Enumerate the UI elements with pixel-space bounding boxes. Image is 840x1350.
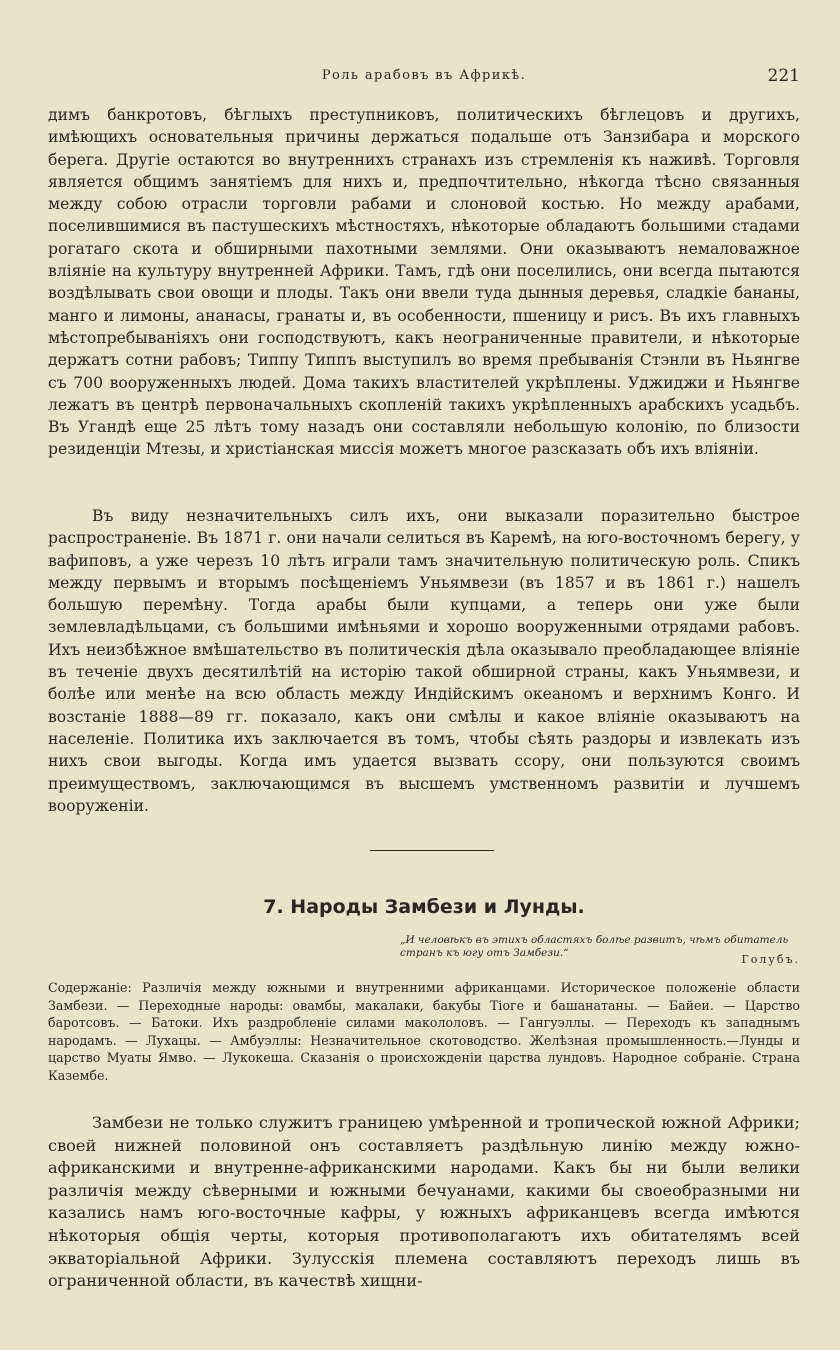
page-header	[48, 68, 800, 92]
running-title: Роль арабовъ въ Африкѣ.	[321, 68, 527, 83]
section-divider	[370, 850, 494, 851]
body-paragraph-3: Замбези не только служитъ границею умѣренной и тропической южной Африки; своей нижней половиной онъ составляетъ раздѣльную линію между южно-африканскими и внутренне-африканскими народами. Какъ бы ни были велики различія между сѣверными и южными бечуанами, какими бы своеобразными ни казались намъ юго-восточные кафры, у южныхъ африканцевъ всегда имѣются нѣкоторыя общія черты, которыя противополагаютъ ихъ обитателямъ всей экваторіальной Африки. Зулусскія племена составляютъ переходъ лишь въ ограниченной области, въ качествѣ хищни-	[48, 1113, 800, 1291]
page-number: 221	[767, 66, 800, 86]
body-paragraph-1: димъ банкротовъ, бѣглыхъ преступниковъ, политическихъ бѣглецовъ и другихъ, имѣющихъ основательныя причины держаться подальше отъ Занзибара и морского берега. Другіе остаются во внутреннихъ странахъ изъ стремленія къ наживѣ. Торговля является общимъ занятіемъ для нихъ и, предпочтительно, нѣкогда тѣсно связанныя между собою отрасли торговли рабами и слоновой костью. Но между арабами, поселившимися въ пастушескихъ мѣстностяхъ, нѣкоторые обладаютъ большими стадами рогатаго скота и обширными пахотными землями. Они оказываютъ немаловажное вліяніе на культуру внутренней Африки. Тамъ, гдѣ они поселились, они всегда пытаются воздѣлывать свои овощи и плоды. Такъ они ввели туда дынныя деревья, сладкіе бананы, манго и лимоны, ананасы, гранаты и, въ особенности, пшеницу и рисъ. Въ ихъ главныхъ мѣстопребываніяхъ они господствуютъ, какъ неограниченные правители, и нѣкоторые держатъ сотни рабовъ; Типпу Типпъ выступилъ во время пребыванія Стэнли въ Ньянгве съ 700 вооруженныхъ людей. Дома такихъ властителей укрѣплены. Уджиджи и Ньянгве лежатъ въ центрѣ первоначальныхъ скопленій такихъ укрѣпленныхъ арабскихъ усадьбъ. Въ Угандѣ еще 25 лѣтъ тому назадъ они составляли небольшую колонію, по близости резиденціи Мтезы, и христіанская миссія можетъ многое разсказать объ ихъ вліяніи.	[48, 106, 800, 459]
body-paragraph-2: Въ виду незначительныхъ силъ ихъ, они выказали поразительно быстрое распространеніе. Въ 1871 г. они начали селиться въ Каремѣ, на юго-восточномъ берегу, у вафиповъ, а уже черезъ 10 лѣтъ играли тамъ значительную политическую роль. Спикъ между первымъ и вторымъ посѣщеніемъ Уньямвези (въ 1857 и въ 1861 г.) нашелъ большую перемѣну. Тогда арабы были купцами, а теперь они уже были землевладѣльцами, съ большими имѣньями и хорошо вооруженными отрядами рабовъ. Ихъ неизбѣжное вмѣшательство въ политическія дѣла оказывало преобладающее вліяніе въ теченіе двухъ десятилѣтій на исторію такой обширной страны, какъ Уньямвези, и болѣе или менѣе на всю область между Индійскимъ океаномъ и верхнимъ Конго. И возстаніе 1888—89 гг. показало, какъ они смѣлы и какое вліяніе оказываютъ на населеніе. Политика ихъ заключается въ томъ, чтобы сѣять раздоры и извлекать изъ нихъ свои выгоды. Когда имъ удается вызвать ссору, они пользуются своимъ преимуществомъ, заключающимся въ высшемъ умственномъ развитіи и лучшемъ вооруженіи.	[48, 507, 800, 815]
section-title: 7. Народы Замбези и Лунды.	[263, 896, 585, 918]
epigraph: „И человѣкъ въ этихъ областяхъ болѣе развитъ, чѣмъ обитатель странъ къ югу отъ Замбези.“	[400, 934, 789, 959]
section-summary: Содержаніе: Различія между южными и внутренними африканцами. Историческое положеніе области Замбези. — Переходные народы: овамбы, макалаки, бакубы Тіоге и башанатаны. — Байеи. — Царство баротсовъ. — Батоки. Ихъ раздробленіе силами макололовъ. — Гангуэллы. — Переходъ къ западнымъ народамъ. — Лухацы. — Амбуэллы: Незначительное скотоводство. Желѣзная промышленность.—Лунды и царство Муаты Ямво. — Лукокеша. Сказанія о происхожденіи царства лундовъ. Народное собраніе. Страна Казембе.	[48, 980, 800, 1083]
epigraph-author: Голубъ.	[741, 953, 800, 966]
